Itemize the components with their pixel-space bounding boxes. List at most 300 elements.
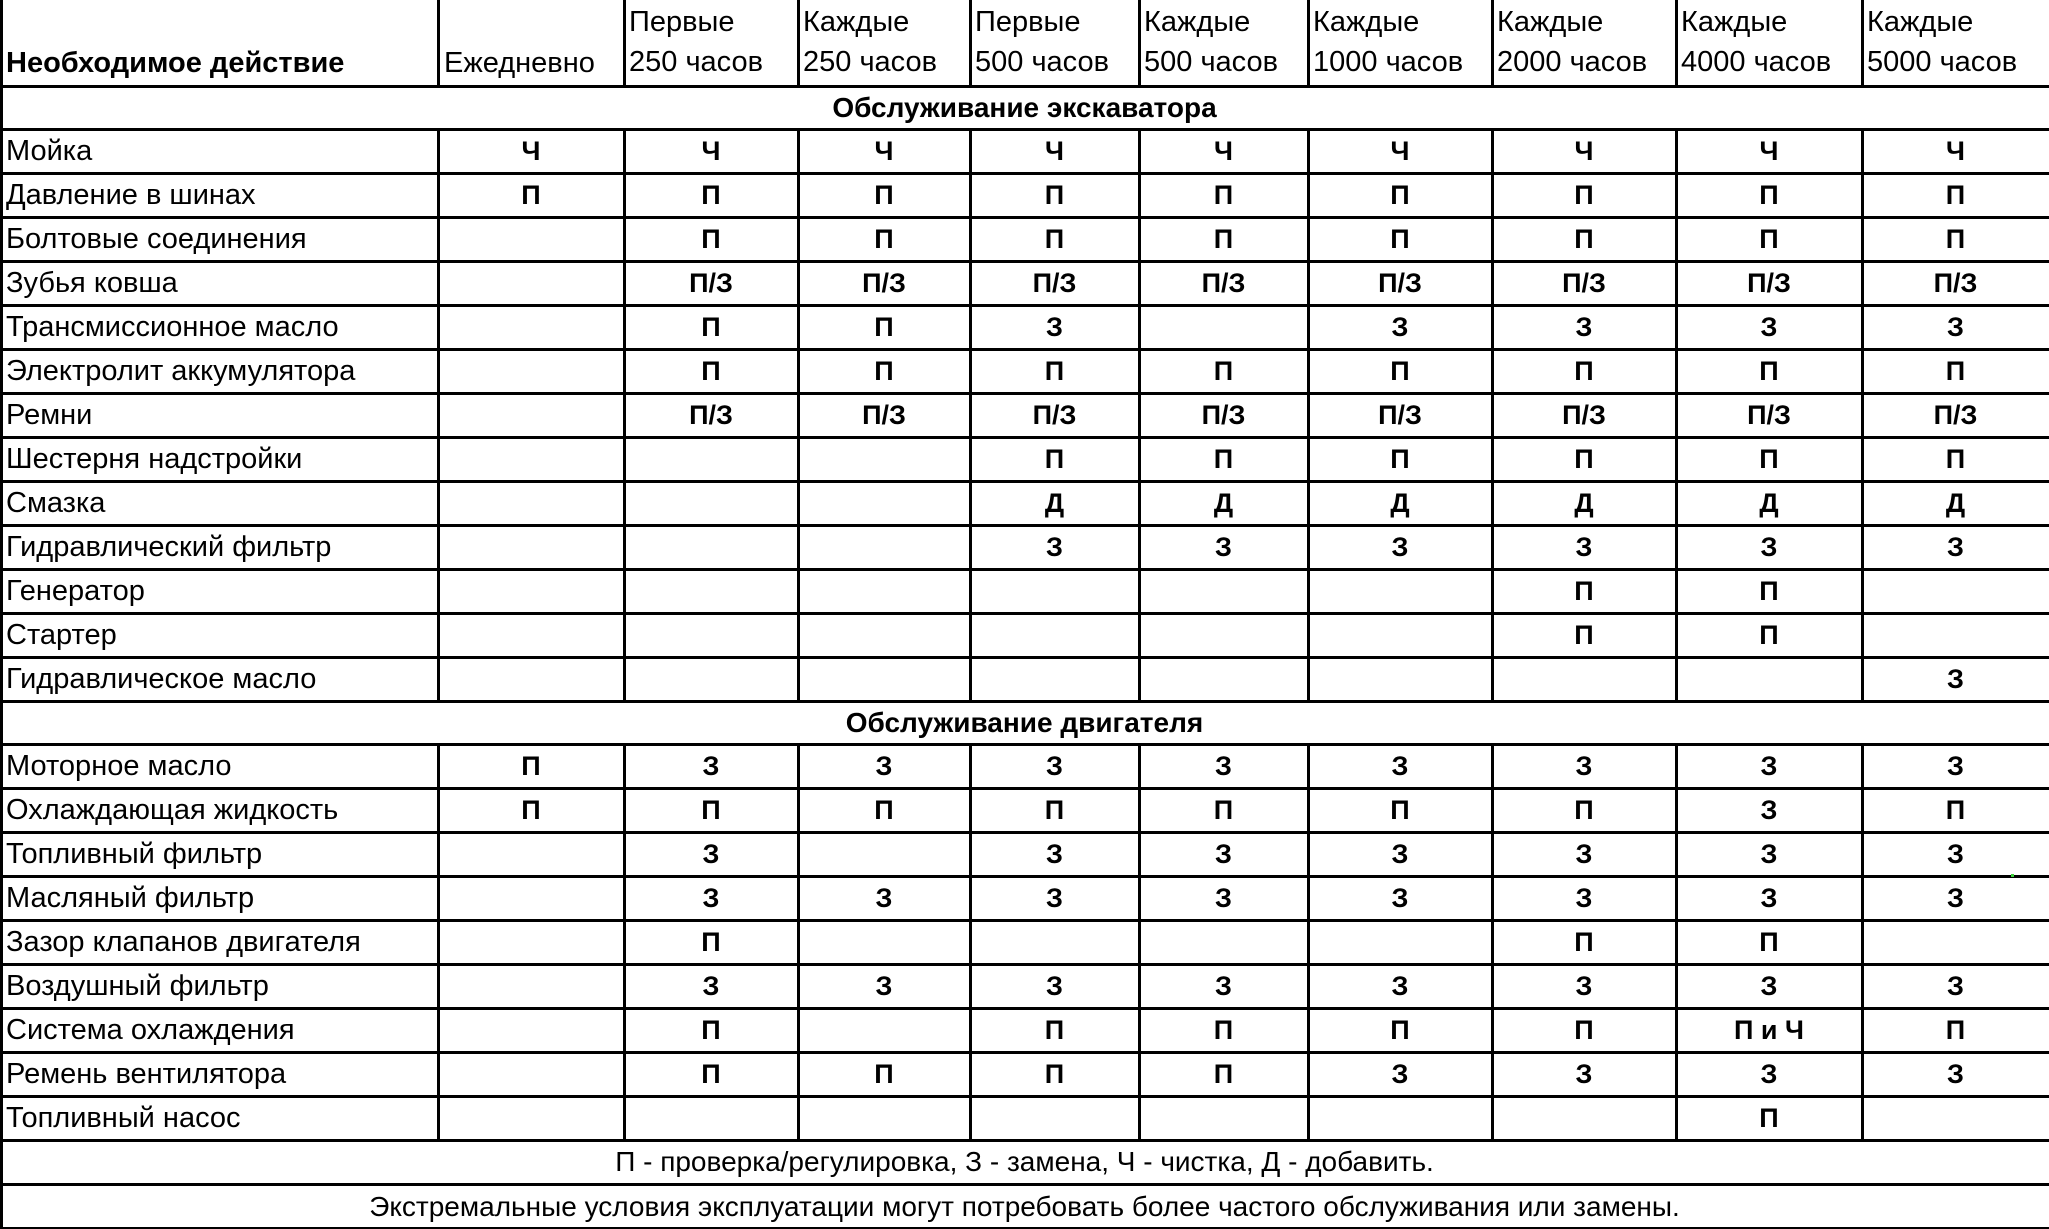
row-value-cell: Ч: [1759, 135, 1779, 166]
row-value-cell: З: [1760, 311, 1778, 342]
legend-text: П - проверка/регулировка, З - замена, Ч - чистка, Д - добавить.: [615, 1146, 1434, 1177]
row-value-cell: З: [1947, 663, 1964, 694]
column-divider: [1307, 0, 1310, 86]
row-value-cell: П/З: [1562, 267, 1606, 298]
row-value-cell: [1308, 1096, 1492, 1140]
row-value-cell: П/З: [1201, 267, 1246, 298]
row-value-cell: П/З: [1378, 267, 1422, 298]
row-value-cell: [624, 657, 798, 701]
header-column: [1308, 0, 1492, 86]
row-value-cell: П/З: [1747, 399, 1791, 430]
row-value-cell: П: [1044, 1014, 1065, 1045]
row-value-cell: [438, 1008, 624, 1052]
row-value-cell: Ч: [1045, 135, 1064, 166]
header-column-line2: 500 часов: [975, 46, 1110, 78]
row-value-cell: П: [1945, 1014, 1966, 1045]
table-row: [0, 964, 2049, 1008]
row-value-cell: [1308, 920, 1492, 964]
row-value-cell: П/З: [689, 267, 733, 298]
row-value-cell: З: [1947, 970, 1964, 1001]
row-value-cell: З: [1391, 311, 1409, 342]
row-value-cell: [1862, 569, 2049, 613]
table-row: [0, 173, 2049, 217]
row-value-cell: П: [1213, 1014, 1234, 1045]
row-action-label: Гидравлический фильтр: [6, 530, 332, 563]
row-value-cell: [798, 437, 970, 481]
row-value-cell: П/З: [1747, 267, 1791, 298]
row-value-cell: П: [1044, 794, 1065, 825]
row-value-cell: П: [521, 750, 541, 781]
row-action-label: Электролит аккумулятора: [6, 354, 356, 387]
row-value-cell: П: [1213, 1058, 1234, 1089]
row-value-cell: П: [1759, 443, 1779, 474]
row-value-cell: П: [521, 179, 541, 210]
column-divider: [969, 0, 972, 86]
row-value-cell: [624, 437, 798, 481]
row-value-cell: [970, 569, 1139, 613]
header-column-line2: 1000 часов: [1313, 46, 1464, 78]
row-value-cell: П: [701, 223, 721, 254]
row-value-cell: [798, 1008, 970, 1052]
row-value-cell: П: [701, 926, 721, 957]
column-divider: [1491, 129, 1494, 701]
row-value-cell: [1862, 1096, 2049, 1140]
row-value-cell: З: [1760, 750, 1778, 781]
row-value-cell: З: [1947, 838, 1964, 869]
row-value-cell: [970, 920, 1139, 964]
row-value-cell: Ч: [874, 135, 894, 166]
row-value-cell: З: [1046, 970, 1063, 1001]
row-value-cell: П: [1945, 179, 1966, 210]
row-value-cell: З: [1760, 970, 1778, 1001]
row-value-cell: З: [1760, 838, 1778, 869]
row-value-cell: З: [875, 882, 893, 913]
table-row: [0, 217, 2049, 261]
row-action-label: Смазка: [6, 486, 106, 519]
header-column-line1: Каждые: [1313, 6, 1420, 38]
row-value-cell: П/З: [1933, 399, 1978, 430]
row-value-cell: [798, 481, 970, 525]
row-action-label: Стартер: [6, 618, 117, 651]
row-value-cell: П: [874, 355, 894, 386]
row-value-cell: [798, 1096, 970, 1140]
row-value-cell: Ч: [521, 135, 541, 166]
row-value-cell: [438, 305, 624, 349]
row-value-cell: П: [701, 1014, 721, 1045]
row-value-cell: П: [874, 1058, 894, 1089]
row-value-cell: З: [1391, 750, 1409, 781]
row-value-cell: П: [1390, 355, 1410, 386]
row-value-cell: П: [1213, 443, 1234, 474]
row-value-cell: Д: [1390, 487, 1410, 518]
header-column-line2: 500 часов: [1144, 46, 1279, 78]
column-divider: [1675, 744, 1678, 1140]
table-row: [0, 393, 2049, 437]
table-row: [0, 788, 2049, 832]
row-value-cell: П: [874, 311, 894, 342]
column-divider: [1307, 744, 1310, 1140]
row-value-cell: П/З: [1201, 399, 1246, 430]
row-value-cell: З: [702, 970, 720, 1001]
row-value-cell: П: [1044, 355, 1065, 386]
row-value-cell: Ч: [701, 135, 721, 166]
row-value-cell: [798, 613, 970, 657]
row-action-label: Гидравлическое масло: [6, 662, 317, 695]
row-value-cell: [438, 261, 624, 305]
row-value-cell: П: [1390, 794, 1410, 825]
row-action-label: Трансмиссионное масло: [6, 310, 339, 343]
row-action-label: Шестерня надстройки: [6, 442, 303, 475]
table-header: [0, 0, 2049, 86]
row-value-cell: П/З: [862, 267, 906, 298]
column-divider: [623, 129, 626, 701]
column-divider: [1675, 0, 1678, 86]
row-value-cell: З: [1046, 750, 1063, 781]
table-row: [0, 261, 2049, 305]
column-divider: [797, 129, 800, 701]
column-divider: [0, 0, 3, 1229]
column-divider: [1861, 129, 1864, 701]
row-value-cell: П: [1574, 179, 1594, 210]
table-row: [0, 437, 2049, 481]
row-value-cell: [1139, 305, 1308, 349]
row-value-cell: П: [701, 311, 721, 342]
row-value-cell: [1139, 1096, 1308, 1140]
row-value-cell: Д: [1759, 487, 1779, 518]
row-value-cell: [438, 437, 624, 481]
row-value-cell: [1862, 613, 2049, 657]
row-value-cell: П/З: [1032, 267, 1077, 298]
header-column: [1139, 0, 1308, 86]
row-value-cell: П: [1945, 223, 1966, 254]
row-value-cell: П: [1759, 926, 1779, 957]
note-text: Экстремальные условия эксплуатации могут потребовать более частого обслуживания или замены.: [369, 1190, 1680, 1222]
row-value-cell: З: [1947, 531, 1964, 562]
row-value-cell: [438, 964, 624, 1008]
column-divider: [1491, 0, 1494, 86]
header-column-line1: Каждые: [1867, 6, 1974, 38]
row-value-cell: З: [1575, 311, 1593, 342]
row-action-label: Воздушный фильтр: [6, 969, 269, 1002]
row-value-cell: З: [1046, 838, 1063, 869]
row-value-cell: П: [1759, 355, 1779, 386]
header-column-line1: Первые: [629, 6, 735, 38]
row-value-cell: З: [1215, 882, 1232, 913]
row-value-cell: [1308, 657, 1492, 701]
row-value-cell: З: [1575, 531, 1593, 562]
table-row: [0, 613, 2049, 657]
row-value-cell: [1308, 613, 1492, 657]
row-value-cell: П: [1759, 1102, 1779, 1133]
row-value-cell: [438, 613, 624, 657]
row-value-cell: З: [875, 970, 893, 1001]
row-action-label: Зубья ковша: [6, 266, 178, 299]
row-value-cell: З: [1391, 531, 1409, 562]
row-value-cell: Ч: [1946, 135, 1965, 166]
row-value-cell: П: [701, 794, 721, 825]
table-row: [0, 1052, 2049, 1096]
row-value-cell: П: [701, 355, 721, 386]
row-action-label: Мойка: [6, 134, 93, 167]
row-value-cell: П: [1390, 1014, 1410, 1045]
row-value-cell: [438, 525, 624, 569]
header-column-line2: 5000 часов: [1867, 46, 2018, 78]
row-value-cell: З: [702, 882, 720, 913]
row-value-cell: Ч: [1214, 135, 1233, 166]
row-value-cell: П/З: [1562, 399, 1606, 430]
header-column-line2: 2000 часов: [1497, 46, 1648, 78]
row-value-cell: [438, 657, 624, 701]
row-value-cell: П: [1044, 1058, 1065, 1089]
row-action-label: Топливный насос: [6, 1101, 241, 1134]
column-divider: [437, 129, 440, 701]
row-value-cell: [438, 393, 624, 437]
row-value-cell: З: [1575, 750, 1593, 781]
header-column-line1: Каждые: [1497, 6, 1604, 38]
row-value-cell: З: [1046, 311, 1063, 342]
column-divider: [969, 744, 972, 1140]
row-value-cell: [970, 613, 1139, 657]
header-column: [624, 0, 798, 86]
row-value-cell: [1308, 569, 1492, 613]
row-action-label: Система охлаждения: [6, 1013, 295, 1046]
row-value-cell: [624, 613, 798, 657]
row-value-cell: [1492, 1096, 1676, 1140]
column-divider: [797, 0, 800, 86]
row-value-cell: З: [1947, 311, 1964, 342]
header-column-line2: 250 часов: [803, 46, 938, 78]
column-divider: [1138, 0, 1141, 86]
header-column: [970, 0, 1139, 86]
row-value-cell: П: [1574, 575, 1594, 606]
row-value-cell: З: [1760, 531, 1778, 562]
table-row: [0, 832, 2049, 876]
row-value-cell: [1139, 920, 1308, 964]
row-value-cell: З: [1215, 838, 1232, 869]
header-column-line1: Каждые: [803, 6, 910, 38]
header-action-label: Необходимое действие: [6, 47, 345, 79]
table-row: [0, 1096, 2049, 1140]
table-row: [0, 744, 2049, 788]
row-value-cell: П: [1044, 223, 1065, 254]
header-column: [1492, 0, 1676, 86]
row-value-cell: [970, 657, 1139, 701]
row-value-cell: П: [1213, 794, 1234, 825]
row-value-cell: П: [521, 794, 541, 825]
row-value-cell: З: [1046, 531, 1063, 562]
row-action-label: Ремень вентилятора: [6, 1057, 287, 1090]
column-divider: [1138, 129, 1141, 701]
column-divider: [1861, 744, 1864, 1140]
row-value-cell: З: [1575, 838, 1593, 869]
row-value-cell: З: [1575, 882, 1593, 913]
table-row: [0, 525, 2049, 569]
row-value-cell: З: [1760, 882, 1778, 913]
row-value-cell: [1139, 569, 1308, 613]
row-value-cell: З: [1575, 1058, 1593, 1089]
row-value-cell: [798, 832, 970, 876]
row-action-label: Топливный фильтр: [6, 837, 263, 870]
row-value-cell: [438, 920, 624, 964]
row-value-cell: З: [1391, 838, 1409, 869]
row-value-cell: П: [1044, 443, 1065, 474]
row-value-cell: [438, 876, 624, 920]
row-value-cell: [1676, 657, 1862, 701]
row-value-cell: З: [1215, 531, 1232, 562]
row-value-cell: П: [1759, 575, 1779, 606]
header-column: [1676, 0, 1862, 86]
row-value-cell: П: [1574, 355, 1594, 386]
row-value-cell: З: [1391, 882, 1409, 913]
row-value-cell: [798, 920, 970, 964]
row-value-cell: З: [702, 838, 720, 869]
row-value-cell: П/З: [1378, 399, 1422, 430]
row-value-cell: П: [1213, 179, 1234, 210]
row-value-cell: Д: [1945, 487, 1966, 518]
row-value-cell: П: [1213, 355, 1234, 386]
row-value-cell: [438, 217, 624, 261]
row-value-cell: З: [702, 750, 720, 781]
row-value-cell: П: [1574, 619, 1594, 650]
column-divider: [1307, 129, 1310, 701]
row-value-cell: [438, 481, 624, 525]
column-divider: [437, 744, 440, 1140]
table-row: [0, 920, 2049, 964]
table-row: [0, 481, 2049, 525]
row-value-cell: [1139, 657, 1308, 701]
column-divider: [1861, 0, 1864, 86]
row-value-cell: П/З: [862, 399, 906, 430]
row-value-cell: [970, 1096, 1139, 1140]
row-value-cell: [624, 525, 798, 569]
row-value-cell: [798, 569, 970, 613]
row-action-label: Охлаждающая жидкость: [6, 793, 339, 826]
row-value-cell: [438, 832, 624, 876]
row-value-cell: П: [1390, 443, 1410, 474]
row-value-cell: [438, 569, 624, 613]
row-value-cell: П: [1044, 179, 1065, 210]
header-column-line1: Каждые: [1144, 6, 1251, 38]
column-divider: [1675, 129, 1678, 701]
table-row: [0, 569, 2049, 613]
table-row: [0, 1008, 2049, 1052]
row-value-cell: З: [1760, 794, 1778, 825]
row-value-cell: П: [1574, 443, 1594, 474]
row-value-cell: З: [1391, 1058, 1409, 1089]
header-column-line1: Первые: [975, 6, 1081, 38]
header-column-line2: 4000 часов: [1681, 46, 1832, 78]
row-value-cell: З: [1947, 1058, 1964, 1089]
column-divider: [437, 0, 440, 86]
section-title: Обслуживание экскаватора: [832, 91, 1217, 123]
row-value-cell: П: [1945, 355, 1966, 386]
row-value-cell: З: [1947, 750, 1964, 781]
header-column-daily: Ежедневно: [444, 47, 595, 79]
row-value-cell: П/З: [689, 399, 733, 430]
row-value-cell: П: [1759, 619, 1779, 650]
row-value-cell: П: [1390, 179, 1410, 210]
table-row: [0, 305, 2049, 349]
row-value-cell: П: [701, 179, 721, 210]
header-column: [798, 0, 970, 86]
row-value-cell: З: [1215, 750, 1232, 781]
row-value-cell: З: [1575, 970, 1593, 1001]
row-value-cell: П: [1390, 223, 1410, 254]
row-value-cell: П: [1574, 223, 1594, 254]
stray-pixel-mark: [2011, 874, 2014, 877]
row-value-cell: [1862, 920, 2049, 964]
column-divider: [1491, 744, 1494, 1140]
row-value-cell: [624, 481, 798, 525]
row-value-cell: Ч: [1574, 135, 1594, 166]
row-value-cell: Д: [1213, 487, 1234, 518]
row-value-cell: П/З: [1032, 399, 1077, 430]
table-row: [0, 129, 2049, 173]
row-value-cell: П: [701, 1058, 721, 1089]
row-value-cell: П: [1574, 926, 1594, 957]
column-divider: [623, 744, 626, 1140]
row-value-cell: [438, 1096, 624, 1140]
row-value-cell: [1492, 657, 1676, 701]
row-value-cell: [438, 1052, 624, 1096]
row-value-cell: П: [1574, 1014, 1594, 1045]
row-value-cell: [624, 1096, 798, 1140]
column-divider: [1138, 744, 1141, 1140]
table-row: [0, 657, 2049, 701]
section-title: Обслуживание двигателя: [845, 706, 1204, 738]
row-value-cell: П и Ч: [1734, 1014, 1804, 1045]
row-value-cell: Ч: [1390, 135, 1410, 166]
row-value-cell: П: [874, 223, 894, 254]
column-divider: [623, 0, 626, 86]
row-value-cell: З: [1760, 1058, 1778, 1089]
row-value-cell: [438, 349, 624, 393]
row-value-cell: [624, 569, 798, 613]
column-divider: [797, 744, 800, 1140]
row-value-cell: З: [1046, 882, 1063, 913]
row-value-cell: П: [1945, 443, 1966, 474]
row-action-label: Зазор клапанов двигателя: [6, 925, 361, 958]
row-action-label: Моторное масло: [6, 749, 232, 782]
row-value-cell: П: [1945, 794, 1966, 825]
table-row: [0, 876, 2049, 920]
row-value-cell: З: [1215, 970, 1232, 1001]
row-value-cell: Д: [1574, 487, 1594, 518]
table-row: [0, 349, 2049, 393]
row-action-label: Ремни: [6, 398, 93, 431]
row-action-label: Болтовые соединения: [6, 222, 307, 255]
row-action-label: Давление в шинах: [6, 178, 256, 211]
row-value-cell: З: [1947, 882, 1964, 913]
header-column-line2: 250 часов: [629, 46, 764, 78]
row-value-cell: П: [1574, 794, 1594, 825]
row-value-cell: П: [874, 179, 894, 210]
column-divider: [969, 129, 972, 701]
header-column-line1: Каждые: [1681, 6, 1788, 38]
row-value-cell: П: [1759, 223, 1779, 254]
row-value-cell: П/З: [1933, 267, 1978, 298]
row-value-cell: З: [1391, 970, 1409, 1001]
header-column: [1862, 0, 2049, 86]
row-value-cell: П: [874, 794, 894, 825]
row-value-cell: [798, 525, 970, 569]
row-action-label: Масляный фильтр: [6, 881, 255, 914]
row-value-cell: [1139, 613, 1308, 657]
row-value-cell: З: [875, 750, 893, 781]
row-value-cell: Д: [1044, 487, 1065, 518]
row-value-cell: П: [1213, 223, 1234, 254]
row-value-cell: П: [1759, 179, 1779, 210]
